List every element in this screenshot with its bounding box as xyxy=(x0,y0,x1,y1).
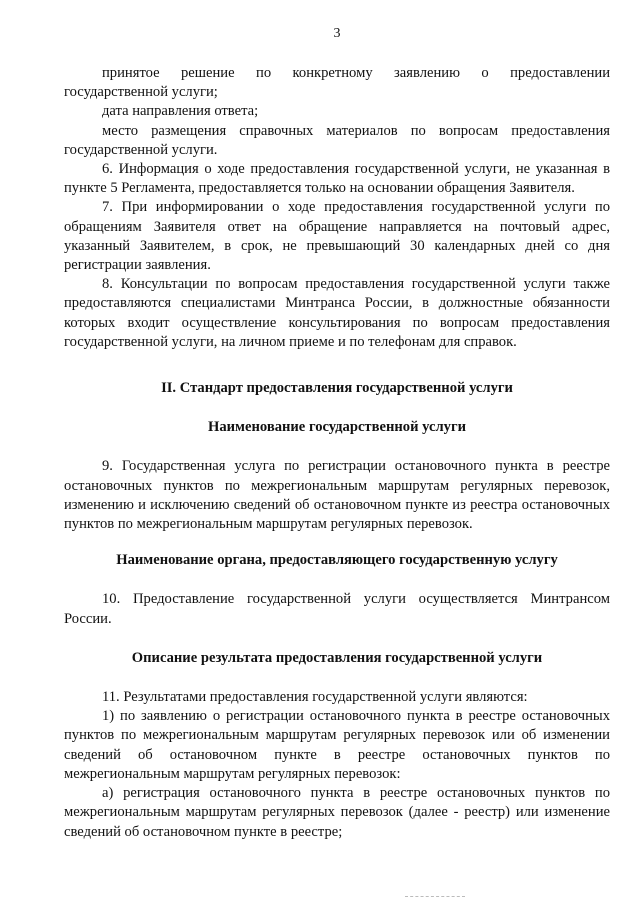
paragraph-11-item-1a: а) регистрация остановочного пункта в реестре остановочных пунктов по межрегиональным маршрутам регулярных перевозок (далее - реестр) или изменение сведений об остановочном пункте в реестре; xyxy=(64,785,610,840)
paragraph-10: 10. Предоставление государственной услуги осуществляется Минтрансом России. xyxy=(64,591,610,627)
section-title: II. Стандарт предоставления государственной услуги xyxy=(161,380,513,397)
paragraph-6: 6. Информация о ходе предоставления государственной услуги, не указанная в пункте 5 Регламента, предоставляется только на основании обращения Заявителя. xyxy=(64,161,610,197)
paragraph-9: 9. Государственная услуга по регистрации остановочного пункта в реестре остановочных пунктов по межрегиональным маршрутам регулярных перевозок, изменению и исключению сведений об остановочном пункте из реестра остановочных пунктов по межрегиональным маршрутам регулярных перевозок. xyxy=(64,458,610,533)
heading-service-name: Наименование государственной услуги xyxy=(208,419,466,436)
paragraph-7: 7. При информировании о ходе предоставления государственной услуги по обращениям Заявителя ответ на обращение направляется на почтовый адрес, указанный Заявителем, в срок, не превышающий 30 календарных дней со дня регистрации заявления. xyxy=(64,199,610,274)
paragraph-11-item-1: 1) по заявлению о регистрации остановочного пункта в реестре остановочных пунктов по межрегиональным маршрутам регулярных перевозок или об изменении сведений об остановочном пункте в реестре остановочных пунктов по межрегиональным маршрутам регулярных перевозок: xyxy=(64,708,610,782)
scan-artifact xyxy=(405,896,465,898)
document-page xyxy=(64,26,610,842)
heading-result: Описание результата предоставления государственной услуги xyxy=(131,649,543,666)
page-number: 3 xyxy=(333,26,341,41)
paragraph-reference-materials: место размещения справочных материалов по вопросам предоставления государственной услуги. xyxy=(64,122,610,158)
paragraph-11: 11. Результатами предоставления государственной услуги являются: xyxy=(102,689,528,706)
paragraph-decision: принятое решение по конкретному заявлению о предоставлении государственной услуги; xyxy=(64,65,610,101)
paragraph-8: 8. Консультации по вопросам предоставления государственной услуги также предоставляются специалистами Минтранса России, в должностные обязанности которых входит осуществление консультирования по вопросам предоставления государственной услуги, на личном приеме и по телефонам для справок. xyxy=(64,276,610,350)
heading-authority: Наименование органа, предоставляющего государственную услугу xyxy=(116,552,558,569)
paragraph-response-date: дата направления ответа; xyxy=(102,103,259,120)
